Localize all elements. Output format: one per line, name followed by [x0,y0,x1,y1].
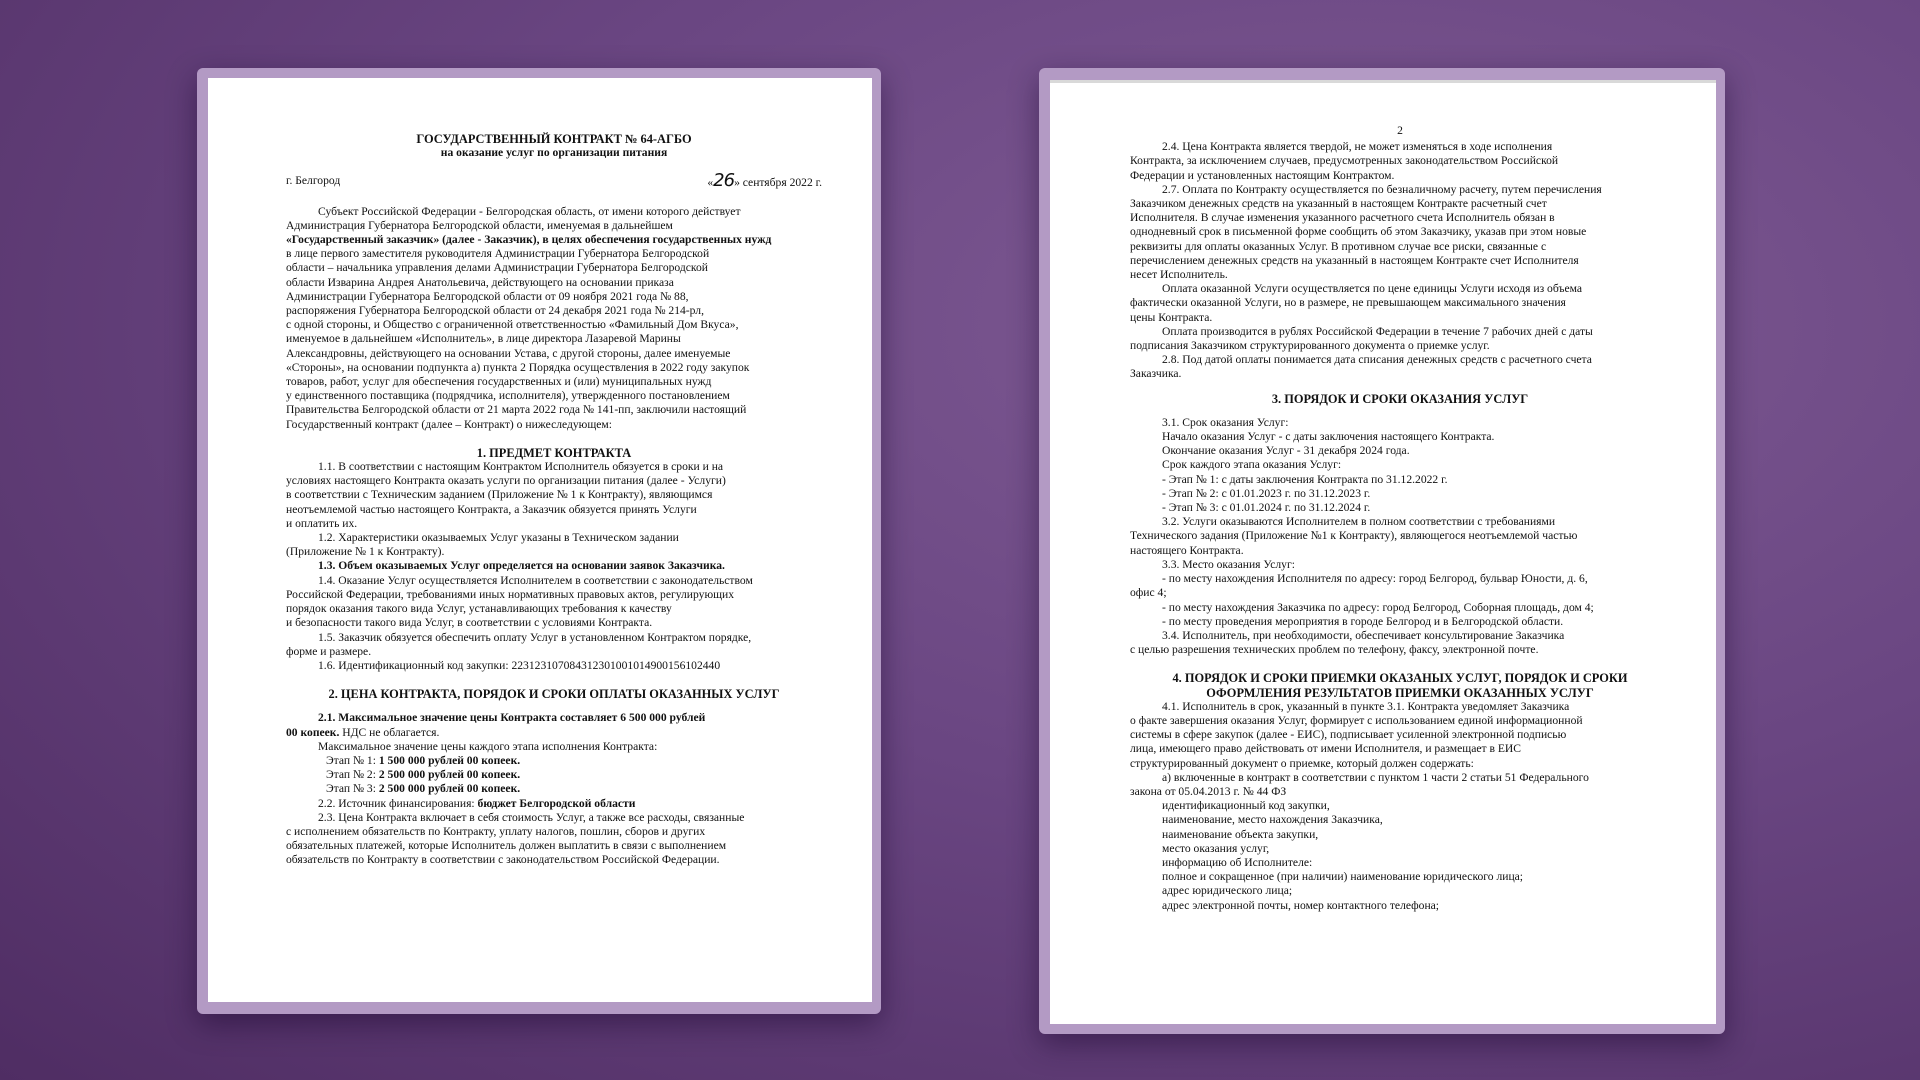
s4-line: полное и сокращенное (при наличии) наименование юридического лица; [1162,870,1524,884]
intro-line: области – начальника управления делами Администрации Губернатора Белгородской [286,261,708,275]
intro-line: распоряжения Губернатора Белгородской области от 24 декабря 2021 года № 214-рл, [286,304,704,318]
s3-line: 3.2. Услуги оказываются Исполнителем в полном соответствии с требованиями [1162,515,1556,529]
s23-line: обязательств по Контракту в соответствии с законодательством Российской Федерации. [286,853,720,867]
s4-line: системы в сфере закупок (далее - ЕИС), подписывает усиленной электронной подписью [1130,728,1567,742]
section-1-body [286,460,822,673]
intro-paragraph [286,205,822,432]
s1-line: и оплатить их. [286,516,358,530]
intro-line: Субъект Российской Федерации - Белгородская область, от имени которого действует [318,204,741,218]
intro-line: Администрация Губернатора Белгородской области, именуемая в дальнейшем [286,218,673,232]
s4-line: информацию об Исполнителе: [1162,855,1313,869]
intro-line: Александровны, действующего на основании Устава, с другой стороны, далее именуемые [286,346,731,360]
s1-line: 1.3. Объем оказываемых Услуг определяется на основании заявок Заказчика. [318,559,725,573]
s4-line: лица, имеющего право действовать от имени Исполнителя, и размещает в ЕИС [1130,742,1522,756]
s23-line: обязательных платежей, которые Исполнитель должен выплатить в связи с выполнением [286,839,727,853]
intro-line: «Государственный заказчик» (далее - Заказчик), в целях обеспечения государственных нужд [286,233,772,247]
s3-line: - Этап № 1: с даты заключения Контракта по 31.12.2022 г. [1162,472,1448,486]
s1-line: форме и размере. [286,644,372,658]
p2-line: однодневный срок в письменной форме сообщить об этом Заказчику, указав при этом новые [1130,225,1587,239]
s2-stage-head: Максимальное значение цены каждого этапа исполнения Контракта: [318,739,658,753]
s1-line: (Приложение № 1 к Контракту). [286,545,445,559]
s4-line: наименование объекта закупки, [1162,827,1319,841]
s3-line: Начало оказания Услуг - с даты заключения настоящего Контракта. [1162,430,1495,444]
intro-line: с одной стороны, и Общество с ограниченной ответственностью «Фамильный Дом Вкуса», [286,318,739,332]
section-2-title: 2. ЦЕНА КОНТРАКТА, ПОРЯДОК И СРОКИ ОПЛАТЫ ОКАЗАННЫХ УСЛУГ [328,687,780,702]
p2-line: фактически оказанной Услуги, но в размере, не превышающем максимального значения [1130,296,1566,310]
p2-line: реквизиты для оплаты оказанных Услуг. В противном случае все риски, связанные с [1130,239,1547,253]
s4-line: адрес юридического лица; [1162,884,1293,898]
contract-page-2 [1050,80,1716,1024]
s3-line: 3.1. Срок оказания Услуг: [1162,415,1289,429]
stage-row: Этап № 3: 2 500 000 рублей 00 копеек. [326,782,521,796]
s1-line: 1.4. Оказание Услуг осуществляется Исполнителем в соответствии с законодательством [318,573,753,587]
s3-line: - по месту нахождения Заказчика по адресу: город Белгород, Соборная площадь, дом 4; [1162,600,1594,614]
s3-line: Технического задания (Приложение №1 к Контракту), являющегося неотъемлемой частью [1130,529,1578,543]
s3-line: - по месту проведения мероприятия в городе Белгород и в Белгородской области. [1162,614,1564,628]
s4-line: 4.1. Исполнитель в срок, указанный в пункте 3.1. Контракта уведомляет Заказчика [1162,699,1570,713]
intro-line: у единственного поставщика (подрядчика, исполнителя), утвержденного постановлением [286,389,730,403]
s2-max-price: 2.1. Максимальное значение цены Контракта составляет 6 500 000 рублей [318,711,706,725]
intro-line: Правительства Белгородской области от 21 марта 2022 года № 141-пп, заключили настоящий [286,403,747,417]
s3-line: настоящего Контракта. [1130,543,1244,557]
section-1-title: 1. ПРЕДМЕТ КОНТРАКТА [476,445,632,460]
s1-line: 1.5. Заказчик обязуется обеспечить оплату Услуг в установленном Контрактом порядке, [318,630,752,644]
section-3-title: 3. ПОРЯДОК И СРОКИ ОКАЗАНИЯ УСЛУГ [1271,391,1529,406]
s23-line: 2.3. Цена Контракта включает в себя стоимость Услуг, а также все расходы, связанные [318,810,745,824]
contract-subtitle: на оказание услуг по организации питания [440,146,668,160]
section-4-title-cont: ОФОРМЛЕНИЯ РЕЗУЛЬТАТОВ ПРИЕМКИ ОКАЗАННЫХ УСЛУГ [1206,685,1594,700]
section-2-continued [1130,140,1670,381]
intro-line: в лице первого заместителя руководителя Администрации Губернатора Белгородской [286,247,710,261]
s1-line: Российской Федерации, требованиями иных нормативных правовых актов, регулирующих [286,587,735,601]
s1-line: в соответствии с Техническим заданием (Приложение № 1 к Контракту), являющимся [286,488,713,502]
s2-max-price-cont: 00 копеек. НДС не облагается. [286,725,440,739]
s4-line: место оказания услуг, [1162,841,1270,855]
s3-line: с целью разрешения технических проблем по телефону, факсу, электронной почте. [1130,643,1539,657]
section-3-body [1130,416,1670,657]
intro-line: именуемое в дальнейшем «Исполнитель», в лице директора Лазаревой Марины [286,332,681,346]
s3-line: 3.3. Место оказания Услуг: [1162,557,1295,571]
section-4-body [1130,700,1670,913]
contract-page-1 [208,78,872,1002]
s1-line: 1.1. В соответствии с настоящим Контрактом Исполнитель обязуется в сроки и на [318,460,724,474]
s4-line: адрес электронной почты, номер контактного телефона; [1162,898,1440,912]
p2-line: Оплата производится в рублях Российской Федерации в течение 7 рабочих дней с даты [1162,324,1593,338]
s3-line: офис 4; [1130,586,1167,600]
contract-date: «26» сентября 2022 г. [707,170,822,192]
p2-line: Исполнителя. В случае изменения указанного расчетного счета Исполнитель обязан в [1130,211,1555,225]
p2-line: цены Контракта. [1130,310,1213,324]
p2-line: несет Исполнитель. [1130,268,1228,282]
p2-line: Контракта, за исключением случаев, предусмотренных законодательством Российской [1130,154,1559,168]
stage-row: Этап № 2: 2 500 000 рублей 00 копеек. [326,768,521,782]
p2-line: 2.4. Цена Контракта является твердой, не может изменяться в ходе исполнения [1162,140,1553,154]
s3-line: 3.4. Исполнитель, при необходимости, обеспечивает консультирование Заказчика [1162,628,1565,642]
handwritten-day: 26 [713,170,735,192]
s4-line: идентификационный код закупки, [1162,799,1330,813]
s3-line: - Этап № 2: с 01.01.2023 г. по 31.12.2023 г. [1162,486,1371,500]
s1-line: 1.6. Идентификационный код закупки: 223123107084312301001014900156102440 [318,658,721,672]
stage-row: Этап № 1: 1 500 000 рублей 00 копеек. [326,753,521,767]
s4-line: о факте завершения оказания Услуг, формирует с использованием единой информационной [1130,713,1583,727]
s1-line: и безопасности такого вида Услуг, в соответствии с условиями Контракта. [286,616,653,630]
s4-line: а) включенные в контракт в соответствии с пунктом 1 части 2 статьи 51 Федерального [1162,770,1589,784]
p2-line: 2.7. Оплата по Контракту осуществляется по безналичному расчету, путем перечисления [1162,182,1602,196]
s3-line: - по месту нахождения Исполнителя по адресу: город Белгород, бульвар Юности, д. 6, [1162,572,1588,586]
p2-line: Оплата оказанной Услуги осуществляется по цене единицы Услуги исходя из объема [1162,282,1582,296]
p2-line: Заказчиком денежных средств на указанный в настоящем Контракте расчетный счет [1130,197,1547,211]
section-2-body [286,711,822,867]
intro-line: Администрации Губернатора Белгородской области от 09 ноября 2021 года № 88, [286,289,689,303]
s23-line: с исполнением обязательств по Контракту, уплату налогов, пошлин, сборов и других [286,824,706,838]
intro-line: товаров, работ, услуг для обеспечения государственных и (или) муниципальных нужд [286,375,712,389]
intro-line: «Стороны», на основании подпункта а) пункта 2 Порядка осуществления в 2022 году закупок [286,360,750,374]
city: г. Белгород [286,174,341,188]
s1-line: неотъемлемой частью настоящего Контракта, а Заказчик обязуется принять Услуги [286,502,697,516]
funding-source: 2.2. Источник финансирования: бюджет Белгородской области [318,796,636,810]
s1-line: порядок оказания такого вида Услуг, устанавливающих требования к качеству [286,602,672,616]
p2-line: подписания Заказчиком структурированного документа о приемке услуг. [1130,339,1490,353]
s3-line: Срок каждого этапа оказания Услуг: [1162,458,1342,472]
p2-line: Федерации и установленных настоящим Контрактом. [1130,168,1395,182]
s4-line: наименование, место нахождения Заказчика, [1162,813,1383,827]
s1-line: условиях настоящего Контракта оказать услуги по организации питания (далее - Услуги) [286,474,726,488]
page-number: 2 [1397,124,1403,137]
p2-line: перечислением денежных средств на указанный в настоящем Контракте счет Исполнителя [1130,253,1579,267]
p2-line: 2.8. Под датой оплаты понимается дата списания денежных средств с расчетного счета [1162,353,1592,367]
s3-line: - Этап № 3: с 01.01.2024 г. по 31.12.2024 г. [1162,501,1371,515]
intro-line: Государственный контракт (далее – Контракт) о нижеследующем: [286,417,612,431]
place-date-row [286,170,822,192]
intro-line: области Изварина Андрея Анатольевича, действующего на основании приказа [286,275,674,289]
contract-title: ГОСУДАРСТВЕННЫЙ КОНТРАКТ № 64-АГБО [416,132,692,146]
s1-line: 1.2. Характеристики оказываемых Услуг указаны в Техническом задании [318,531,679,545]
p2-line: Заказчика. [1130,367,1182,381]
page-top-border [1050,80,1716,83]
s4-line: закона от 05.04.2013 г. № 44 ФЗ [1130,784,1287,798]
s4-line: структурированный документ о приемке, который должен содержать: [1130,756,1474,770]
s3-line: Окончание оказания Услуг - 31 декабря 2024 года. [1162,444,1410,458]
section-4-title: 4. ПОРЯДОК И СРОКИ ПРИЕМКИ ОКАЗАНЫХ УСЛУГ, ПОРЯДОК И СРОКИ [1172,671,1628,686]
